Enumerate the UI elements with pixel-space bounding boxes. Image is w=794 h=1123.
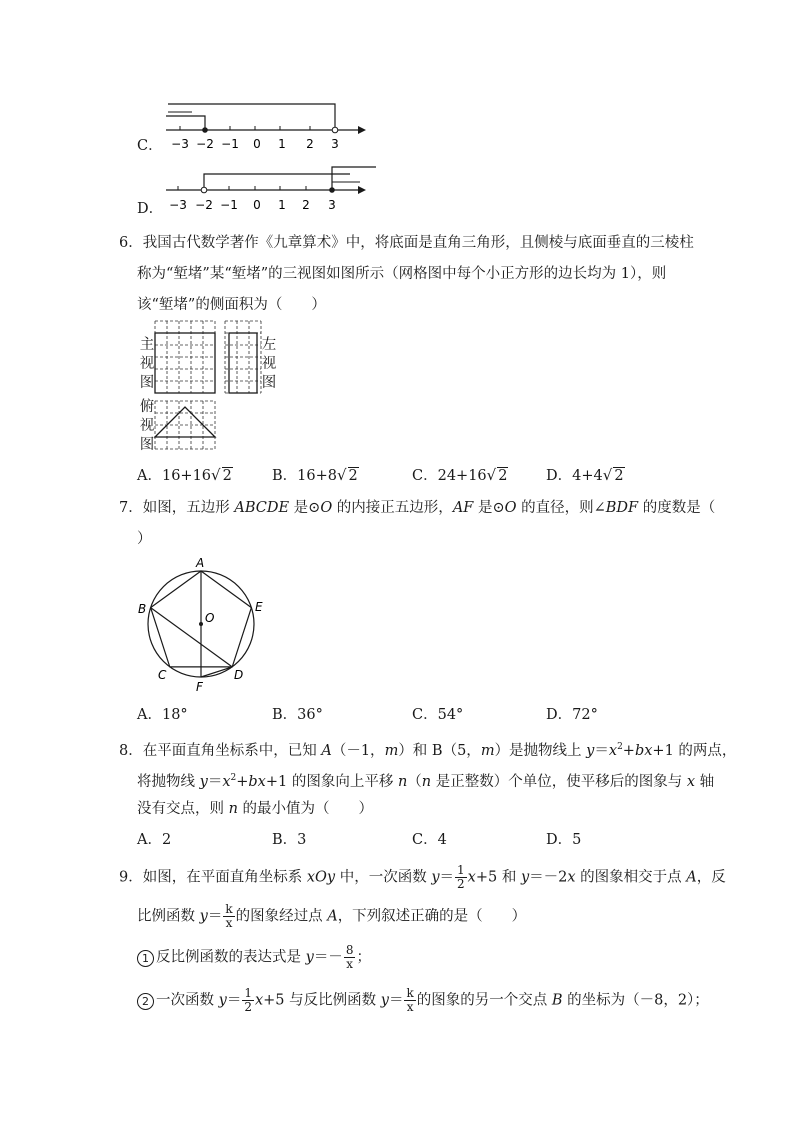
label-char: 图 <box>139 375 155 391</box>
q8-option-b[interactable]: B．3 <box>272 832 307 848</box>
label-char: 左 <box>261 337 277 353</box>
text: +5 和 <box>475 869 521 886</box>
front-view-grid <box>155 321 215 393</box>
q9-statement-2 <box>137 987 709 1014</box>
q6-option-d[interactable] <box>546 465 625 486</box>
tick-label: −1 <box>221 137 239 151</box>
q5-option-d-label: D． <box>137 201 164 217</box>
tick-label: 2 <box>306 137 314 151</box>
q6-text-1: 我国古代数学著作《九章算术》中，将底面是直角三角形，且侧棱与底面垂直的三棱柱 <box>142 235 694 251</box>
fraction <box>242 987 254 1014</box>
circled-2-icon: 2 <box>137 993 154 1010</box>
label-char: 俯 <box>139 399 155 415</box>
text: 是⊙ <box>473 500 505 516</box>
text: + <box>236 773 249 790</box>
numerator: 1 <box>457 863 465 877</box>
math-var: B <box>551 992 563 1009</box>
denominator: x <box>225 916 233 930</box>
text: 反比例函数的表达式是 <box>156 949 306 966</box>
q6-option-c[interactable] <box>412 465 508 486</box>
q6-top-view-label <box>139 398 155 455</box>
text: 的度数是（ <box>638 500 716 516</box>
left-view-grid <box>225 321 261 393</box>
q6-option-a[interactable] <box>137 465 233 486</box>
q8-line-1 <box>119 737 736 761</box>
label-char: 视 <box>139 418 155 434</box>
circled-1-icon: 1 <box>137 950 154 967</box>
math-var: A <box>327 908 338 925</box>
open-point <box>201 187 207 193</box>
q9-line-2 <box>137 903 526 930</box>
radicand: 2 <box>498 468 508 484</box>
math-var: m <box>480 742 495 759</box>
fraction <box>404 987 415 1014</box>
math-var: y <box>199 773 208 790</box>
math-var: y <box>199 908 208 925</box>
text: ＝ <box>207 773 223 790</box>
q7-number: 7． <box>119 500 143 516</box>
label-char: 视 <box>261 356 277 372</box>
q9-line-1 <box>119 864 726 891</box>
text: + <box>622 742 635 759</box>
math-var: y <box>431 869 440 886</box>
label-char: 主 <box>139 337 155 353</box>
label-char: 图 <box>139 437 155 453</box>
text: 将抛物线 <box>137 773 200 790</box>
point-label-a: A <box>196 556 205 570</box>
fraction <box>455 864 467 891</box>
option-letter: D． <box>546 468 573 484</box>
text: 的坐标为（－8，2）； <box>562 992 709 1009</box>
math-var: x <box>467 869 476 886</box>
fraction <box>223 903 234 930</box>
q7-option-d[interactable]: D．72° <box>546 707 598 723</box>
q7-pentagon-figure <box>134 555 274 695</box>
numerator: k <box>225 902 233 916</box>
text: （5， <box>442 742 481 759</box>
math-var: y <box>586 742 595 759</box>
axis-arrow <box>358 126 366 134</box>
label-char: 视 <box>139 356 155 372</box>
option-value: 16+16 <box>161 468 212 484</box>
text: 的图象经过点 <box>235 908 328 925</box>
q8-option-c[interactable]: C．4 <box>412 832 447 848</box>
text: ，下列叙述正确的是（ ） <box>337 908 527 925</box>
q6-front-view-label <box>139 336 155 393</box>
top-view-grid <box>155 401 215 449</box>
q7-line-2: ） <box>137 531 152 547</box>
point-label-e: E <box>255 600 263 614</box>
sqrt-icon: √ <box>602 466 613 484</box>
math-var: y <box>305 949 314 966</box>
text: 如图，五边形 <box>142 500 235 516</box>
math-var: BDF <box>605 500 639 516</box>
math-var: bx <box>248 773 266 790</box>
q5-option-c-label: C． <box>137 138 163 154</box>
text: （－1， <box>331 742 385 759</box>
text: +5 与反比例函数 <box>263 992 381 1009</box>
center-point <box>199 622 203 626</box>
q5-option-d-number-line <box>160 162 380 217</box>
text: 的最小值为（ ） <box>237 801 374 817</box>
text: ＝ <box>594 742 609 759</box>
q8-line-3 <box>137 799 373 819</box>
q7-option-a[interactable]: A．18° <box>137 707 188 723</box>
q7-option-b[interactable]: B．36° <box>272 707 323 723</box>
radicand: 2 <box>614 468 624 484</box>
point-label-c: C <box>158 668 167 682</box>
text: ＝ <box>207 908 223 925</box>
front-view-rect <box>155 333 215 393</box>
numerator: k <box>406 986 414 1000</box>
tick-label: 0 <box>253 137 261 151</box>
radicand: 2 <box>222 468 232 484</box>
text: 如图，在平面直角坐标系 <box>142 869 307 886</box>
top-view-triangle <box>155 407 215 437</box>
segment-df <box>201 667 232 677</box>
math-var: O <box>320 500 333 516</box>
math-var: m <box>384 742 399 759</box>
q6-number: 6． <box>119 235 143 251</box>
point-label-o: O <box>205 611 215 625</box>
q5-option-c-number-line <box>160 98 375 153</box>
math-var: n <box>421 773 432 790</box>
axis-arrow <box>358 186 366 194</box>
point-label-f: F <box>196 680 203 694</box>
math-var: y <box>520 869 530 886</box>
tick-label: 1 <box>278 137 286 151</box>
math-var: n <box>397 773 408 790</box>
math-var: O <box>504 500 517 516</box>
radicand: 2 <box>348 468 358 484</box>
text: （ <box>407 773 422 790</box>
point-label-b: B <box>138 602 147 616</box>
text: ＝－2 <box>529 869 568 886</box>
text: 的内接正五边形， <box>332 500 453 516</box>
q6-line-3: 该“堑堵”的侧面积为（ ） <box>137 297 326 313</box>
math-var: x <box>254 992 264 1009</box>
left-view-rect <box>229 333 257 393</box>
point-label-d: D <box>234 668 244 682</box>
label-char: 图 <box>261 375 277 391</box>
tick-label: 3 <box>331 137 339 151</box>
q7-line-1 <box>119 498 715 518</box>
ray-right-upper <box>332 167 376 188</box>
text: ，反 <box>696 869 726 886</box>
text: ＝ <box>439 869 455 886</box>
exponent: 2 <box>617 742 623 752</box>
tick-label: −2 <box>195 198 213 212</box>
option-letter: C． <box>412 468 438 484</box>
ray-left <box>166 116 205 128</box>
segment-bd <box>151 608 233 667</box>
math-var: x <box>608 742 618 759</box>
math-var: xOy <box>306 869 336 886</box>
tick-label: 2 <box>302 198 310 212</box>
fraction <box>344 944 356 971</box>
tick-label: 0 <box>253 198 261 212</box>
math-var: y <box>380 992 389 1009</box>
text: 的直径，则∠ <box>516 500 606 516</box>
math-var: x <box>567 869 576 886</box>
text: 是⊙ <box>289 500 321 516</box>
text: ）和 <box>398 742 432 759</box>
q8-number: 8． <box>119 742 143 759</box>
open-point <box>332 127 338 133</box>
q7-option-c[interactable]: C．54° <box>412 707 464 723</box>
sqrt-icon: √ <box>486 466 497 484</box>
q8-option-d[interactable]: D．5 <box>546 832 582 848</box>
q6-left-view-label <box>261 336 277 393</box>
q8-option-a[interactable]: A．2 <box>137 832 172 848</box>
tick-label: −3 <box>171 137 189 151</box>
option-letter: A． <box>137 468 162 484</box>
text: 比例函数 <box>137 908 200 925</box>
q8-line-2 <box>137 768 714 792</box>
denominator: 2 <box>457 877 465 891</box>
tick-label: −1 <box>220 198 238 212</box>
text: ＝ <box>388 992 404 1009</box>
math-var: x <box>222 773 231 790</box>
math-var: x <box>686 773 696 790</box>
option-value: 24+16 <box>437 468 487 484</box>
text: +1 的图象向上平移 <box>265 773 398 790</box>
solid-point <box>202 127 208 133</box>
text: ＝－ <box>313 949 343 966</box>
denominator: 2 <box>244 1000 252 1014</box>
tick-label: −3 <box>169 198 187 212</box>
math-var: n <box>228 801 238 817</box>
tick-label: 1 <box>278 198 286 212</box>
q6-line-2: 称为“堑堵”某“堑堵”的三视图如图所示（网格图中每个小正方形的边长均为 1），则 <box>137 266 667 282</box>
q6-option-b[interactable] <box>272 465 359 486</box>
text: 一次函数 <box>156 992 219 1009</box>
option-letter: B． <box>272 468 298 484</box>
tick-label: −2 <box>196 137 214 151</box>
math-var: y <box>218 992 227 1009</box>
math-var: ABCDE <box>234 500 290 516</box>
ray-right <box>204 174 350 188</box>
text: 没有交点，则 <box>137 801 229 817</box>
text: 的图象的另一个交点 <box>416 992 552 1009</box>
numerator: 1 <box>244 986 252 1000</box>
text: ＝ <box>226 992 242 1009</box>
q9-number: 9． <box>119 869 143 886</box>
math-var: AF <box>452 500 474 516</box>
math-var: A <box>321 742 332 759</box>
math-var: bx <box>634 742 653 759</box>
q9-statement-1 <box>137 944 371 971</box>
text: B <box>431 742 443 759</box>
q6-line-1 <box>119 233 694 253</box>
text: 在平面直角坐标系中，已知 <box>142 742 322 759</box>
denominator: x <box>406 1000 414 1014</box>
option-value: 4+4 <box>572 468 603 484</box>
sqrt-icon: √ <box>211 466 221 484</box>
text: ； <box>356 949 371 966</box>
denominator: x <box>346 957 354 971</box>
text: 轴 <box>695 773 715 790</box>
text: 的图象相交于点 <box>575 869 687 886</box>
option-value: 16+8 <box>297 468 337 484</box>
sqrt-icon: √ <box>336 466 347 484</box>
text: 中，一次函数 <box>335 869 432 886</box>
numerator: 8 <box>345 943 354 957</box>
math-var: A <box>686 869 697 886</box>
tick-label: 3 <box>328 198 336 212</box>
solid-point <box>329 187 335 193</box>
exponent: 2 <box>230 773 237 783</box>
text: ）是抛物线上 <box>494 742 587 759</box>
text: +1 的两点， <box>652 742 737 759</box>
text: 是正整数）个单位，使平移后的图象与 <box>431 773 687 790</box>
